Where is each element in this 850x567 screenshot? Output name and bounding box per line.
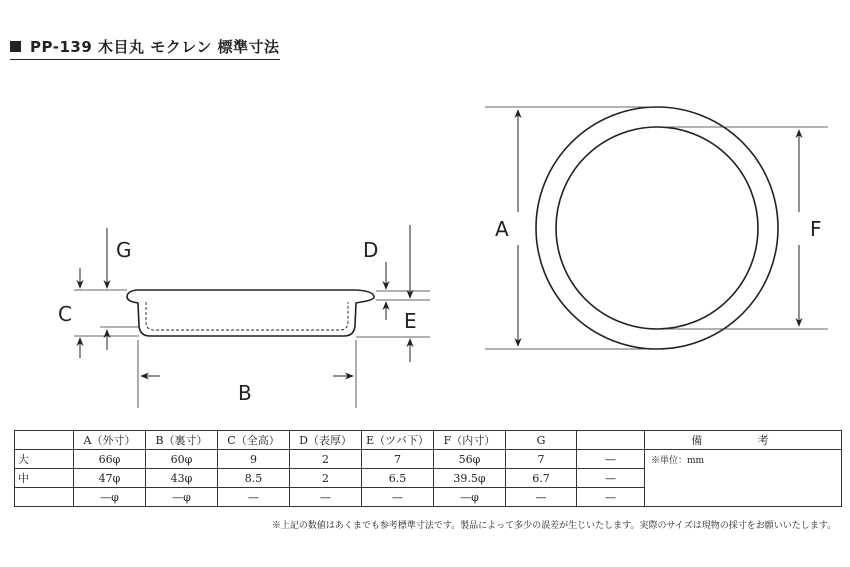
table-header-row xyxy=(15,431,842,450)
table-cell: 47φ xyxy=(74,469,146,488)
table-cell: 7 xyxy=(362,450,434,469)
table-cell: 2 xyxy=(290,469,362,488)
side-view-outline xyxy=(127,290,374,336)
row-label: 中 xyxy=(15,469,74,488)
label-c: C xyxy=(58,302,72,326)
table-cell: 66φ xyxy=(74,450,146,469)
table-cell: —φ xyxy=(146,488,218,507)
label-g: G xyxy=(116,238,132,262)
footnote: ※上記の数値はあくまでも参考標準寸法です。製品によって多少の誤差が生じいたします。実際のサイズは現物の採寸をお願いいたします。 xyxy=(271,521,836,531)
header-cell: G xyxy=(506,431,577,450)
table-cell: — xyxy=(577,469,645,488)
side-extension-lines xyxy=(74,290,430,408)
header-cell: F（内寸） xyxy=(434,431,506,450)
side-view-hidden-line xyxy=(146,302,348,330)
header-cell: C（全高） xyxy=(218,431,290,450)
label-b: B xyxy=(238,381,252,405)
header-cell-remarks: 備 考 xyxy=(645,431,842,450)
top-view xyxy=(536,107,778,349)
remarks-cell: ※単位：mm xyxy=(645,450,842,507)
label-f: F xyxy=(810,217,822,241)
table-cell: — xyxy=(218,488,290,507)
table-cell: 6.5 xyxy=(362,469,434,488)
table-cell: 60φ xyxy=(146,450,218,469)
table-cell: 9 xyxy=(218,450,290,469)
title-text: PP-139 木目丸 モクレン 標準寸法 xyxy=(30,38,280,56)
label-d: D xyxy=(363,238,379,262)
table-cell: 56φ xyxy=(434,450,506,469)
header-cell: B（裏寸） xyxy=(146,431,218,450)
table-cell: — xyxy=(577,450,645,469)
table-cell: 7 xyxy=(506,450,577,469)
table-cell: 39.5φ xyxy=(434,469,506,488)
header-cell xyxy=(577,431,645,450)
table-row xyxy=(15,450,842,469)
header-cell: A（外寸） xyxy=(74,431,146,450)
header-cell: D（表厚） xyxy=(290,431,362,450)
table-cell: — xyxy=(506,488,577,507)
inner-ring xyxy=(556,127,758,329)
label-a: A xyxy=(495,217,509,241)
outer-ring xyxy=(536,107,778,349)
table-cell: — xyxy=(362,488,434,507)
table-cell: —φ xyxy=(74,488,146,507)
header-cell xyxy=(15,431,74,450)
table-cell: — xyxy=(577,488,645,507)
side-view xyxy=(127,290,374,336)
table-cell: —φ xyxy=(434,488,506,507)
table-cell: 6.7 xyxy=(506,469,577,488)
row-label xyxy=(15,488,74,507)
table-cell: — xyxy=(290,488,362,507)
header-cell: E（ツバ下） xyxy=(362,431,434,450)
table-cell: 43φ xyxy=(146,469,218,488)
spec-table xyxy=(14,430,842,507)
table-cell: 2 xyxy=(290,450,362,469)
table-cell: 8.5 xyxy=(218,469,290,488)
row-label: 大 xyxy=(15,450,74,469)
label-e: E xyxy=(404,309,417,333)
